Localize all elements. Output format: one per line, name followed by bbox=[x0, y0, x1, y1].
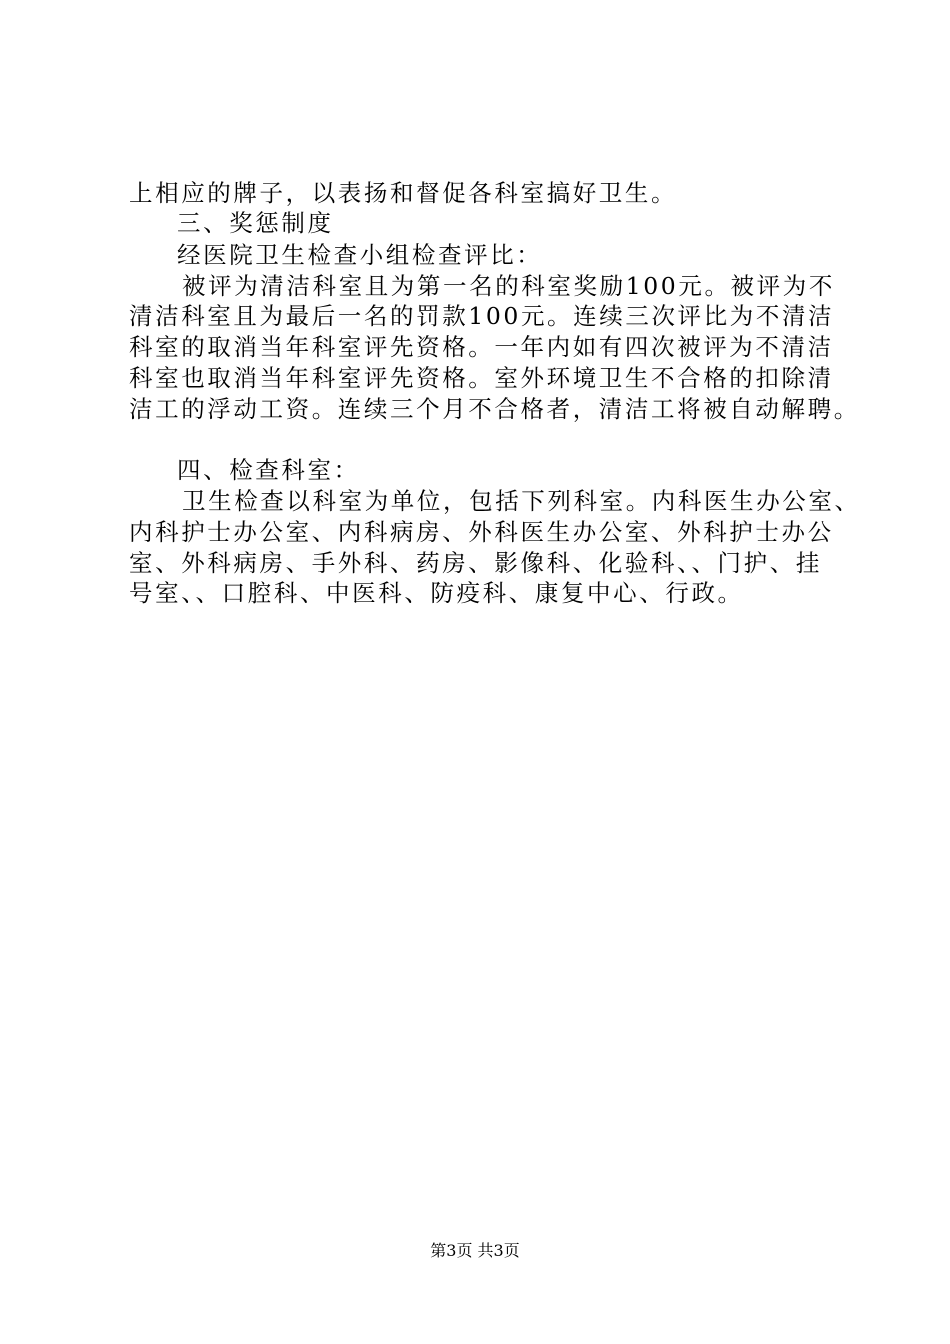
paragraph-line-4: 被评为清洁科室且为第一名的科室奖励100元。被评为不 bbox=[182, 272, 835, 300]
section-heading-rewards: 三、奖惩制度 bbox=[177, 209, 334, 237]
paragraph-line-1: 上相应的牌子，以表扬和督促各科室搞好卫生。 bbox=[129, 179, 678, 207]
paragraph-line-12: 室、外科病房、手外科、药房、影像科、化验科、、门护、挂 bbox=[129, 549, 822, 577]
paragraph-line-3: 经医院卫生检查小组检查评比： bbox=[177, 241, 543, 269]
paragraph-line-11: 内科护士办公室、内科病房、外科医生办公室、外科护士办公 bbox=[129, 518, 834, 546]
paragraph-line-10: 卫生检查以科室为单位，包括下列科室。内科医生办公室、 bbox=[182, 487, 861, 515]
section-heading-departments: 四、检查科室： bbox=[177, 456, 360, 484]
paragraph-line-13: 号室、、口腔科、中医科、防疫科、康复中心、行政。 bbox=[129, 579, 744, 607]
paragraph-line-5: 清洁科室且为最后一名的罚款100元。连续三次评比为不清洁 bbox=[129, 302, 835, 330]
paragraph-line-8: 洁工的浮动工资。连续三个月不合格者，清洁工将被自动解聘。 bbox=[129, 395, 860, 423]
paragraph-line-6: 科室的取消当年科室评先资格。一年内如有四次被评为不清洁 bbox=[129, 333, 834, 361]
paragraph-line-7: 科室也取消当年科室评先资格。室外环境卫生不合格的扣除清 bbox=[129, 364, 834, 392]
page-number-footer: 第3页 共3页 bbox=[430, 1241, 520, 1260]
